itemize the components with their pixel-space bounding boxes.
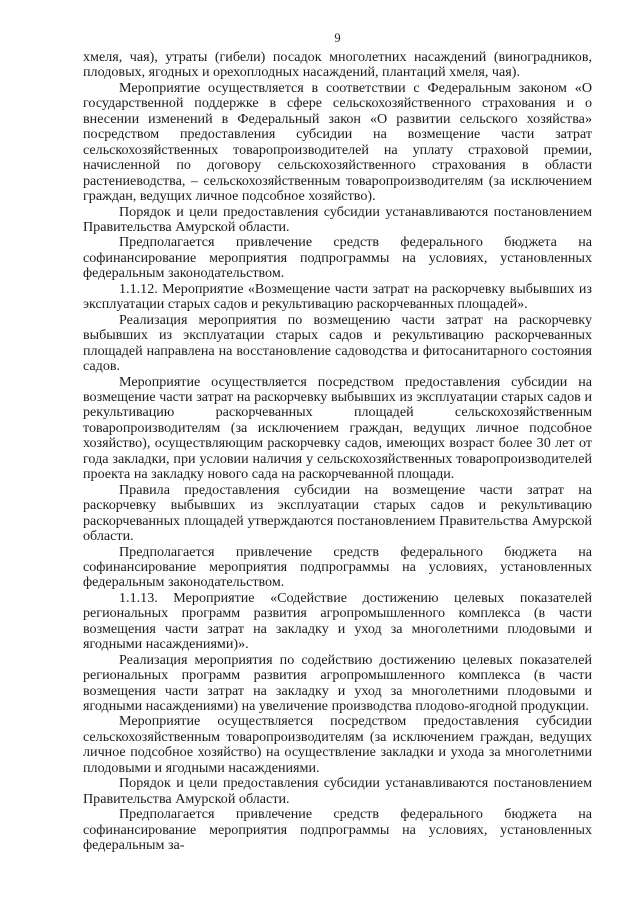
paragraph-10-heading-1-1-13: 1.1.13. Мероприятие «Содействие достижению целевых показателей региональных программ развития агропромышленного комплекса (в части возмещения части затрат на закладку и уход за многолетними плодовыми и ягодными насаждениями)». <box>83 589 592 653</box>
paragraph-8: Правила предоставления субсидии на возмещение части затрат на раскорчевку выбывших из эксплуатации старых садов и рекультивацию раскорчеванных площадей утверждаются постановлением Правительства Амурской области. <box>83 481 592 545</box>
paragraph-2: Мероприятие осуществляется в соответствии с Федеральным законом «О государственной поддержке в сфере сельскохозяйственного страхования и о внесении изменений в Федеральный закон «О развитии сельского хозяйства» посредством предоставления субсидии на возмещение части затрат сельскохозяйственных товаропроизводителей на уплату страховой премии, начисленной по договору сельскохозяйственного страхования в области растениеводства, – сельскохозяйственным товаропроизводителям (за исключением граждан, ведущих личное подсобное хозяйство). <box>83 79 592 205</box>
paragraph-11: Реализация мероприятия по содействию достижению целевых показателей региональных программ развития агропромышленного комплекса (в части возмещения части затрат на закладку и уход за многолетними плодовыми и ягодными насаждениями) на увеличение производства плодово-ягодной продукции. <box>83 651 592 715</box>
paragraph-1-continuation: хмеля, чая), утраты (гибели) посадок многолетних насаждений (виноградников, плодовых, ягодных и орехоплодных насаждений, плантаций хмеля, чая). <box>83 49 592 81</box>
paragraph-13: Порядок и цели предоставления субсидии устанавливаются постановлением Правительства Амурской области. <box>83 775 592 807</box>
document-body <box>83 50 592 854</box>
paragraph-7: Мероприятие осуществляется посредством предоставления субсидии на возмещение части затрат на раскорчевку выбывших из эксплуатации старых садов и рекультивацию раскорчеванных площадей сельскохозяйственным товаропроизводителям (за исключением граждан, ведущих личное подсобное хозяйство), осуществляющим раскорчевку садов, имеющих возраст более 30 лет от года закладки, при условии наличия у сельскохозяйственных товаропроизводителей проекта на закладку нового сада на раскорчеванной площади. <box>83 373 592 483</box>
paragraph-6: Реализация мероприятия по возмещению части затрат на раскорчевку выбывших из эксплуатации старых садов и рекультивацию раскорчеванных площадей направлена на восстановление садоводства и фитосанитарного состояния садов. <box>83 311 592 375</box>
paragraph-3: Порядок и цели предоставления субсидии устанавливаются постановлением Правительства Амурской области. <box>83 203 592 235</box>
paragraph-9: Предполагается привлечение средств федерального бюджета на софинансирование мероприятия подпрограммы на условиях, установленных федеральным законодательством. <box>83 543 592 591</box>
paragraph-4: Предполагается привлечение средств федерального бюджета на софинансирование мероприятия подпрограммы на условиях, установленных федеральным законодательством. <box>83 234 592 282</box>
paragraph-14: Предполагается привлечение средств федерального бюджета на софинансирование мероприятия подпрограммы на условиях, установленных федеральным за- <box>83 806 592 854</box>
page-number: 9 <box>334 31 341 45</box>
paragraph-12: Мероприятие осуществляется посредством предоставления субсидии сельскохозяйственным товаропроизводителям (за исключением граждан, ведущих личное подсобное хозяйство) на осуществление закладки и ухода за многолетними плодовыми и ягодными насаждениями. <box>83 713 592 776</box>
paragraph-5-heading-1-1-12: 1.1.12. Мероприятие «Возмещение части затрат на раскорчевку выбывших из эксплуатации старых садов и рекультивацию раскорчеванных площадей». <box>83 280 592 313</box>
